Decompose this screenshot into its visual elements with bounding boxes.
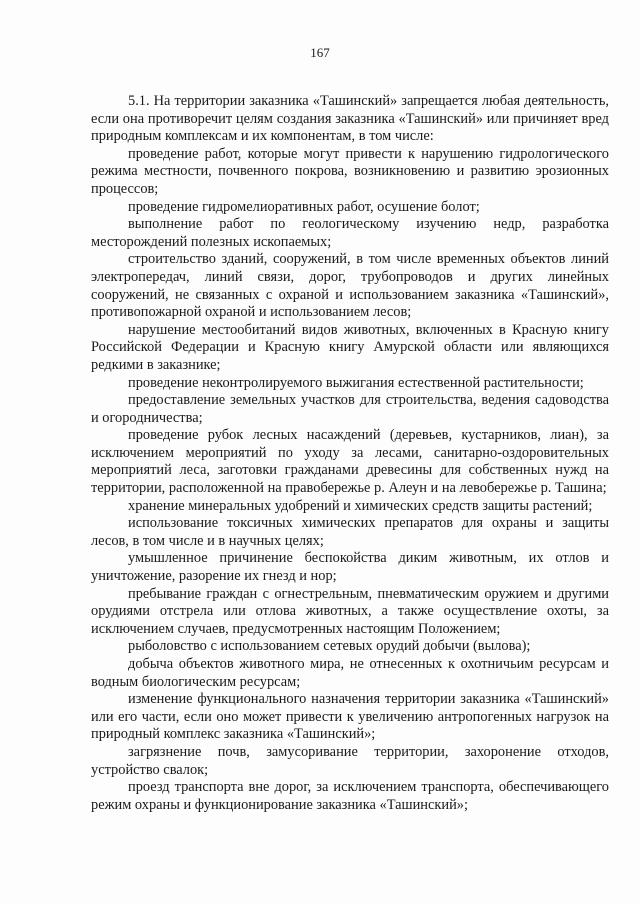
paragraph: загрязнение почв, замусоривание территории, захоронение отходов, устройство свалок;: [91, 743, 609, 778]
paragraph: добыча объектов животного мира, не отнесенных к охотничьим ресурсам и водным биологическим ресурсам;: [91, 656, 609, 690]
paragraph: пребывание граждан с огнестрельным, пневматическим оружием и другими орудиями отстрела или отлова животных, а также осуществление охоты, за исключением случаев, предусмотренных настоящим Положением;: [91, 585, 609, 637]
text-body: [91, 93, 609, 814]
paragraph: строительство зданий, сооружений, в том числе временных объектов линий электропередач, линий связи, дорог, трубопроводов и других линейных сооружений, не связанных с охраной и использованием заказника «Ташинский», противопожарной охраной и использованием лесов;: [91, 251, 609, 321]
paragraph: использование токсичных химических препаратов для охраны и защиты лесов, в том числе и в научных целях;: [91, 515, 609, 549]
page-number: 167: [310, 45, 330, 60]
paragraph: изменение функционального назначения территории заказника «Ташинский» или его части, если оно может привести к увеличению антропогенных нагрузок на природный комплекс заказника «Ташинский»;: [91, 691, 609, 743]
paragraph: 5.1. На территории заказника «Ташинский» запрещается любая деятельность, если она противоречит целям создания заказника «Ташинский» или причиняет вред природным комплексам и их компонентам, в том числе:: [91, 93, 609, 145]
paragraph: нарушение местообитаний видов животных, включенных в Красную книгу Российской Федерации и Красную книгу Амурской области или являющихся редкими в заказнике;: [91, 321, 609, 373]
paragraph: проведение неконтролируемого выжигания естественной растительности;: [128, 374, 584, 391]
paragraph: выполнение работ по геологическому изучению недр, разработка месторождений полезных ископаемых;: [91, 216, 609, 250]
paragraph: хранение минеральных удобрений и химических средств защиты растений;: [128, 497, 593, 514]
paragraph: умышленное причинение беспокойства диким животным, их отлов и уничтожение, разорение их гнезд и нор;: [91, 550, 609, 585]
paragraph: проведение рубок лесных насаждений (деревьев, кустарников, лиан), за исключением мероприятий по уходу за лесами, санитарно-оздоровительных мероприятий леса, заготовки гражданами древесины для собственных нужд на территории, расположенной на правобережье р. Алеун и на левобережье р. Ташина;: [91, 427, 609, 497]
paragraph: проведение работ, которые могут привести к нарушению гидрологического режима местности, почвенного покрова, возникновению и развитию эрозионных процессов;: [91, 145, 609, 197]
paragraph: предоставление земельных участков для строительства, ведения садоводства и огородничества;: [91, 392, 609, 426]
paragraph: рыболовство с использованием сетевых орудий добычи (вылова);: [128, 638, 531, 655]
paragraph: проезд транспорта вне дорог, за исключением транспорта, обеспечивающего режим охраны и функционирование заказника «Ташинский»;: [91, 779, 609, 813]
paragraph: проведение гидромелиоративных работ, осушение болот;: [128, 198, 480, 215]
